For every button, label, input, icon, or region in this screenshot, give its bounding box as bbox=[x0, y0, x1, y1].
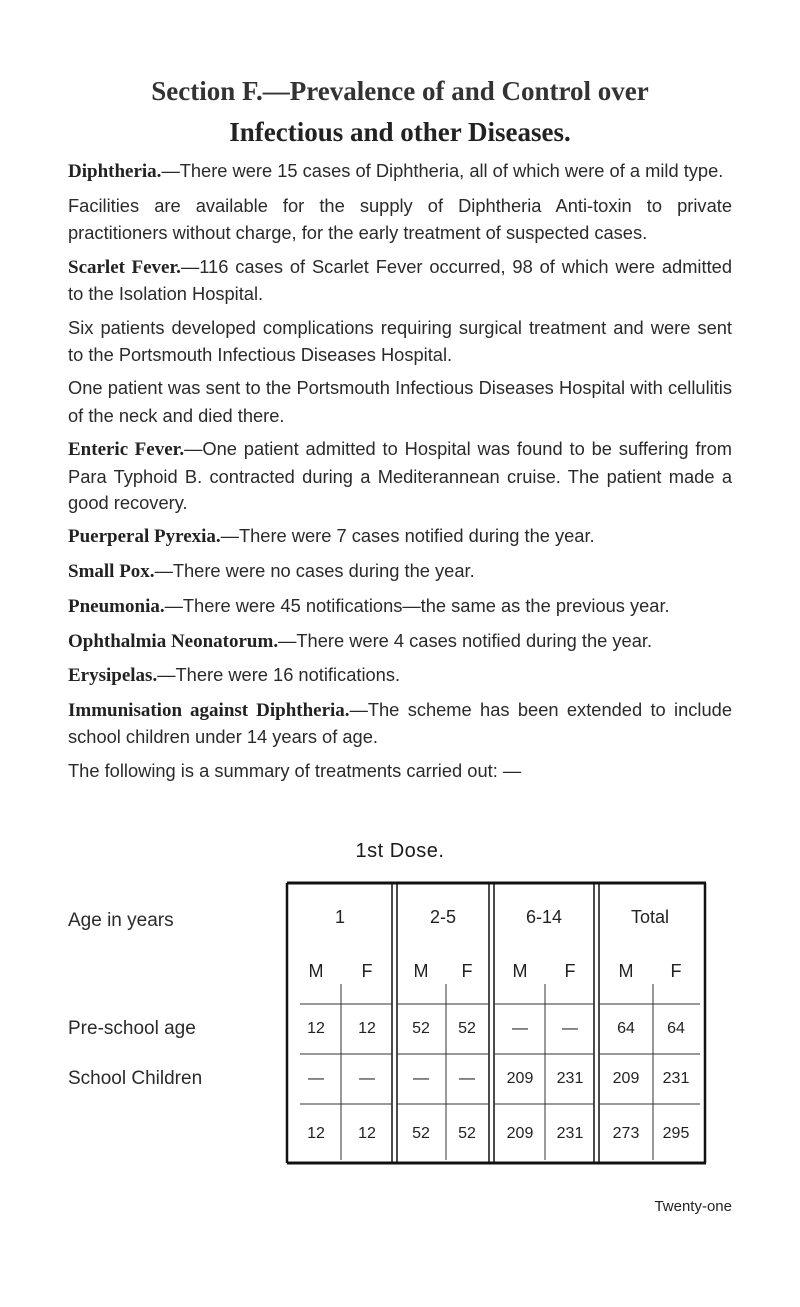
sex-header: M bbox=[308, 961, 324, 981]
section-heading: Section F.—Prevalence of and Control over bbox=[151, 76, 649, 106]
table-title-text: 1st Dose. bbox=[355, 840, 445, 862]
paragraph-lead: Diphtheria. bbox=[68, 161, 162, 182]
table-cell: — bbox=[562, 1020, 578, 1037]
table-cell: 64 bbox=[617, 1020, 635, 1037]
total-cell: 295 bbox=[662, 1125, 690, 1142]
total-cell: 12 bbox=[307, 1125, 325, 1142]
total-cell: 273 bbox=[612, 1125, 640, 1142]
table-cell: 52 bbox=[412, 1020, 430, 1037]
paragraph-text: One patient was sent to the Portsmouth Infectious Diseases Hospital with cellulitis of the neck and died there. bbox=[68, 377, 732, 426]
table-cell: 209 bbox=[506, 1070, 534, 1087]
group-header: Total bbox=[630, 907, 670, 927]
paragraph-text: —There were 16 notifications. bbox=[157, 664, 401, 686]
table-cell: — bbox=[512, 1020, 528, 1037]
page-number: Twenty-one bbox=[654, 1198, 732, 1215]
paragraph-text: —One patient admitted to Hospital was found to be suffering from Para Typhoid B. contracted during a Mediterannean cruise. The patient made a good recovery. bbox=[68, 438, 732, 513]
table-cell: 231 bbox=[662, 1070, 690, 1087]
table-cell: 12 bbox=[358, 1020, 376, 1037]
table-cell: — bbox=[413, 1070, 429, 1087]
table-cell: — bbox=[459, 1070, 475, 1087]
sex-header: F bbox=[670, 961, 682, 981]
sex-header: M bbox=[413, 961, 429, 981]
paragraph-text: —There were 15 cases of Diphtheria, all of which were of a mild type. bbox=[161, 160, 724, 181]
row-label-pre-school: Pre-school age bbox=[68, 1018, 196, 1039]
paragraph-lead: Enteric Fever. bbox=[68, 439, 185, 461]
table-cell: 231 bbox=[556, 1070, 584, 1087]
table-cell: 52 bbox=[458, 1020, 476, 1037]
group-header: 2-5 bbox=[429, 907, 457, 927]
sex-header: M bbox=[512, 961, 528, 981]
paragraph-lead: Erysipelas. bbox=[68, 665, 158, 687]
table-cell: — bbox=[359, 1070, 375, 1087]
paragraph-lead: Immunisation against Diphtheria. bbox=[68, 699, 350, 721]
table-cell: 64 bbox=[667, 1020, 685, 1037]
paragraph-lead: Scarlet Fever. bbox=[68, 256, 181, 278]
paragraph-text: —There were no cases during the year. bbox=[154, 560, 475, 582]
total-cell: 52 bbox=[458, 1125, 476, 1142]
paragraph-lead: Small Pox. bbox=[68, 561, 155, 583]
table-cell: — bbox=[308, 1070, 324, 1087]
sex-header: F bbox=[361, 961, 373, 981]
sex-header: F bbox=[564, 961, 576, 981]
paragraph-lead: Pneumonia. bbox=[68, 595, 165, 617]
paragraph-text: —There were 45 notifications—the same as the previous year. bbox=[164, 594, 670, 616]
table-cell: 209 bbox=[612, 1070, 640, 1087]
paragraph-text: Six patients developed complications requiring surgical treatment and were sent to the Portsmouth Infectious Diseases Hospital. bbox=[68, 316, 732, 365]
table-cell: 12 bbox=[307, 1020, 325, 1037]
paragraph-lead: Puerperal Pyrexia. bbox=[68, 526, 221, 548]
paragraph-text: —There were 7 cases notified during the year. bbox=[220, 525, 595, 547]
total-cell: 231 bbox=[556, 1125, 584, 1142]
row-header-title: Age in years bbox=[68, 910, 174, 931]
row-label-school-children: School Children bbox=[68, 1068, 203, 1089]
paragraph-text: Facilities are available for the supply of Diphtheria Anti-toxin to private practitioners without charge, for the early treatment of suspected cases. bbox=[68, 194, 732, 243]
paragraph-text: —The scheme has been extended to include school children under 14 years of age. bbox=[68, 698, 732, 748]
paragraph-text: The following is a summary of treatments carried out: — bbox=[68, 759, 522, 781]
paragraph-lead: Ophthalmia Neonatorum. bbox=[68, 630, 279, 652]
paragraph-text: —116 cases of Scarlet Fever occurred, 98 of which were admitted to the Isolation Hospital. bbox=[68, 255, 732, 304]
section-subheading: Infectious and other Diseases. bbox=[229, 117, 571, 147]
group-header: 6-14 bbox=[525, 907, 563, 927]
sex-header: M bbox=[618, 961, 634, 981]
total-cell: 52 bbox=[412, 1125, 430, 1142]
sex-header: F bbox=[461, 961, 473, 981]
total-cell: 12 bbox=[358, 1125, 376, 1142]
total-cell: 209 bbox=[506, 1125, 534, 1142]
paragraph-text: —There were 4 cases notified during the year. bbox=[278, 629, 653, 651]
group-header: 1 bbox=[334, 907, 346, 927]
